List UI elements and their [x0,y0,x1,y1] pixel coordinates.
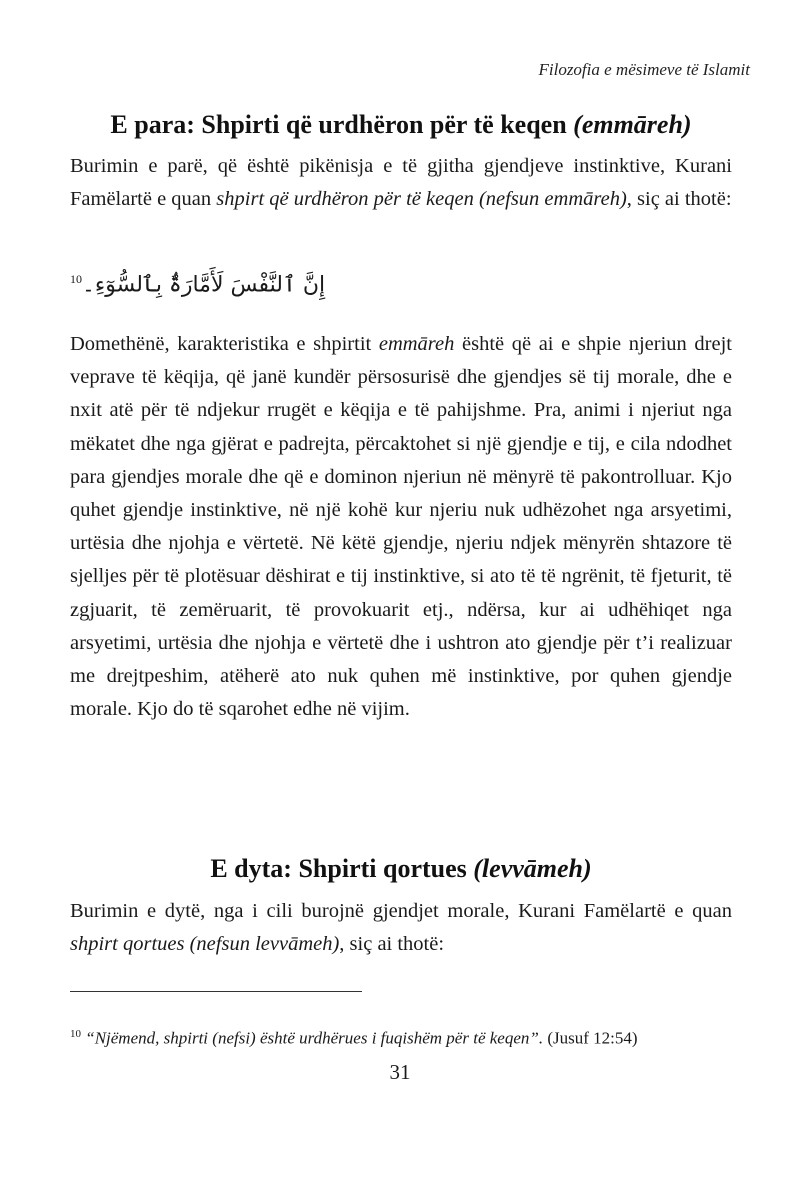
footnote [70,1022,732,1051]
section2-intro-part1: Burimin e dytë, nga i cili burojnë gjendjet morale, Kurani Famëlartë e quan [70,900,732,922]
footnote-quote: “Njëmend, shpirti (nefsi) është urdhërues i fuqishëm për të keqen”. [85,1028,544,1048]
section2-heading [70,854,732,884]
section1-intro-part2: , siç ai thotë: [626,188,732,211]
page-number: 31 [389,1060,411,1084]
section2-intro-term: shpirt qortues (nefsun levvāmeh) [70,933,340,956]
section1-intro-part1: Burimin e parë, që është pikënisja e të gjitha gjendjeve instinktive, Kurani Famëlartë e quan [70,155,732,211]
section1-heading-term: (emmāreh) [573,110,692,139]
section1-body-paragraph [70,328,732,726]
arabic-verse [70,272,350,297]
arabic-verse-text: إِنَّ ٱلنَّفْسَ لَأَمَّارَةٌۢ بِٱلسُّوٓءِ۔ [82,272,326,298]
footnote-reference: (Jusuf 12:54) [543,1028,638,1048]
section2 [70,854,732,884]
section1-body-part2: është që ai e shpie njeriun drejt veprave të këqija, që janë kundër përsosurisë dhe gjendjes së tij morale, dhe e nxit atë për të ndjekur rrugët e këqija e të pahijshme. Pra, animi i njeriut nga mëkatet dhe nga gjërat e padrejta, përcaktohet si një gjendje e tij, e cila ndodhet para gjendjes morale dhe që e dominon njeriun në mënyrë të pakontrolluar. Kjo quhet gjendje instinktive, në një kohë kur njeriu nuk udhëzohet nga arsyetimi, urtësia dhe njohja e vërtetë. Në këtë gjendje, njeriu ndjek mënyrën shtazore të sjelljes për të plotësuar dëshirat e tij instinktive, si ato të të ngrënit, të fjeturit, të zgjuarit, të zemëruarit, të provokuarit etj., ndërsa, kur ai udhëhiqet nga arsyetimi, urtësia dhe njohja e vërtetë dhe i ushtron ato gjendje për t’i realizuar me drejtpeshim, atëherë ato nuk quhen më instinktive, por quhen gjendje morale. Kjo do të sqarohet edhe në vijim. [70,333,732,721]
section2-intro-paragraph [70,895,732,961]
section1 [70,110,732,140]
section1-intro-term: shpirt që urdhëron për të keqen (nefsun emmāreh) [216,188,627,211]
footnote-separator [70,991,362,992]
section1-heading-text: E para: Shpirti që urdhëron për të keqen [110,110,567,139]
section1-body-block [70,328,732,726]
section2-heading-text: E dyta: Shpirti qortues [210,854,467,883]
running-head: Filozofia e mësimeve të Islamit [538,60,750,79]
section1-intro-paragraph [70,150,732,216]
section2-heading-term: (levvāmeh) [473,854,592,883]
section1-intro-block [70,150,732,216]
section2-intro-part2: , siç ai thotë: [339,933,445,956]
section1-body-term: emmāreh [378,333,455,355]
arabic-footnote-ref: 10 [70,272,82,286]
footnote-number: 10 [70,1028,81,1040]
section1-body-part1: Domethënë, karakteristika e shpirtit [70,333,379,355]
section2-intro-block [70,895,732,961]
section1-heading [70,110,732,140]
